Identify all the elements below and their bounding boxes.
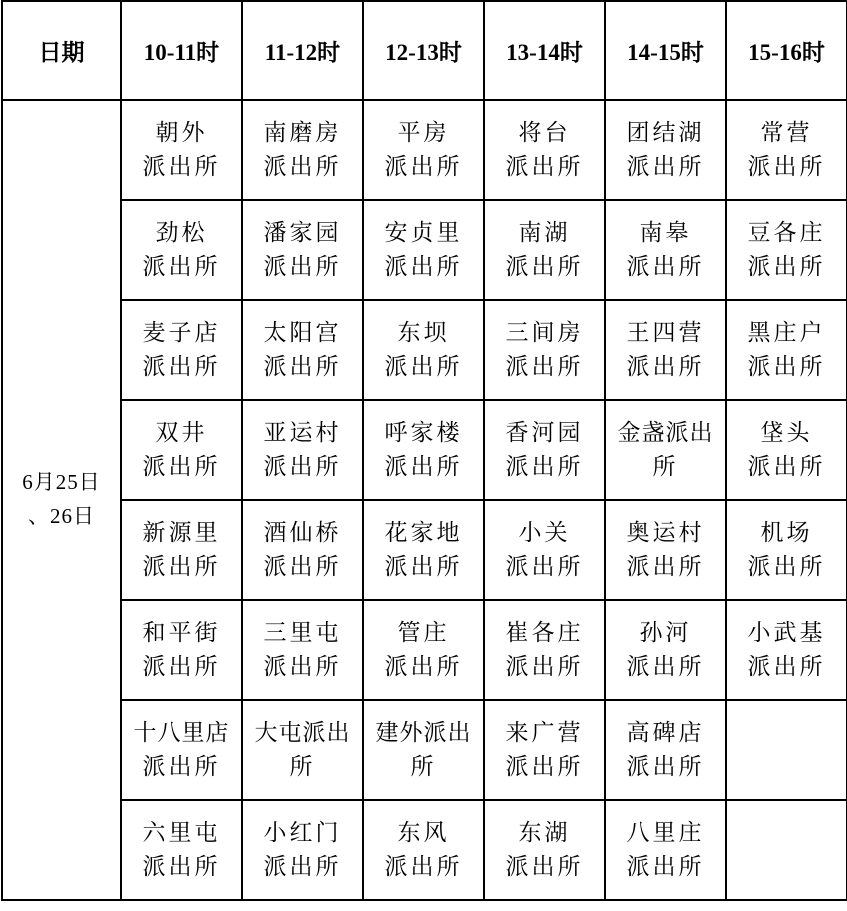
station-name: 崔各庄: [505, 620, 584, 646]
station-cell: [726, 300, 847, 400]
station-name: 建外派出: [375, 720, 472, 746]
station-name: 双井: [155, 420, 208, 446]
station-cell: [605, 500, 726, 600]
header-time-slot: 14-15时: [605, 1, 726, 100]
station-suffix: 派出所: [505, 254, 584, 280]
station-name: 高碑店: [626, 720, 705, 746]
station-suffix: 派出所: [626, 154, 705, 180]
station-name: 大屯派出: [254, 720, 351, 746]
station-cell: [605, 800, 726, 900]
table-row: [2, 400, 847, 500]
station-cell: [484, 600, 605, 700]
station-suffix: 派出所: [505, 154, 584, 180]
station-name: 麦子店: [142, 320, 221, 346]
station-suffix: 派出所: [747, 554, 826, 580]
station-suffix: 派出所: [384, 454, 463, 480]
station-suffix: 派出所: [505, 754, 584, 780]
header-time-slot: 10-11时: [121, 1, 242, 100]
station-suffix: 派出所: [142, 454, 221, 480]
station-cell: [484, 700, 605, 800]
table-row: [2, 700, 847, 800]
station-suffix: 所: [652, 454, 679, 480]
station-suffix: 派出所: [142, 754, 221, 780]
station-cell: [363, 200, 484, 300]
station-suffix: 派出所: [263, 554, 342, 580]
station-name: 东坝: [397, 320, 450, 346]
station-cell: [726, 100, 847, 200]
station-cell: [605, 100, 726, 200]
station-suffix: 派出所: [505, 654, 584, 680]
station-suffix: 派出所: [263, 854, 342, 880]
station-suffix: 所: [289, 754, 316, 780]
station-cell: [484, 300, 605, 400]
station-name: 南磨房: [263, 120, 342, 146]
station-cell: [484, 800, 605, 900]
station-name: 香河园: [505, 420, 584, 446]
station-cell: [605, 600, 726, 700]
station-suffix: 派出所: [505, 354, 584, 380]
station-suffix: 派出所: [142, 854, 221, 880]
station-name: 和平街: [142, 620, 221, 646]
station-cell: [242, 200, 363, 300]
station-suffix: 派出所: [384, 354, 463, 380]
date-line: 、26日: [28, 504, 95, 528]
station-suffix: 派出所: [384, 854, 463, 880]
station-suffix: 派出所: [626, 354, 705, 380]
table-row: [2, 800, 847, 900]
station-cell: [605, 200, 726, 300]
station-suffix: 派出所: [384, 654, 463, 680]
station-name: 南湖: [518, 220, 571, 246]
station-cell: [363, 100, 484, 200]
station-name: 三里屯: [263, 620, 342, 646]
station-cell: [605, 300, 726, 400]
station-cell: [484, 500, 605, 600]
station-cell: [726, 800, 847, 900]
header-row: [2, 1, 847, 100]
station-suffix: 派出所: [142, 354, 221, 380]
station-suffix: 派出所: [263, 254, 342, 280]
station-cell: [121, 400, 242, 500]
station-cell: [121, 600, 242, 700]
table-row: [2, 600, 847, 700]
station-cell: [484, 100, 605, 200]
station-name: 安贞里: [384, 220, 463, 246]
station-cell: [121, 500, 242, 600]
station-name: 酒仙桥: [263, 520, 342, 546]
station-cell: [726, 600, 847, 700]
schedule-body: [2, 100, 847, 900]
station-name: 朝外: [155, 120, 208, 146]
table-row: [2, 100, 847, 200]
station-suffix: 派出所: [142, 654, 221, 680]
station-name: 潘家园: [263, 220, 342, 246]
station-name: 亚运村: [263, 420, 342, 446]
station-cell: [363, 600, 484, 700]
station-suffix: 派出所: [747, 654, 826, 680]
table-row: [2, 200, 847, 300]
station-suffix: 派出所: [142, 254, 221, 280]
station-suffix: 派出所: [626, 254, 705, 280]
station-suffix: 派出所: [626, 854, 705, 880]
station-cell: [242, 500, 363, 600]
station-cell: [363, 800, 484, 900]
station-suffix: 派出所: [505, 554, 584, 580]
station-cell: [726, 200, 847, 300]
station-name: 东湖: [518, 820, 571, 846]
station-suffix: 派出所: [384, 154, 463, 180]
station-suffix: 派出所: [626, 554, 705, 580]
station-suffix: 派出所: [747, 154, 826, 180]
station-suffix: 派出所: [142, 154, 221, 180]
station-name: 垡头: [760, 420, 813, 446]
station-suffix: 派出所: [384, 554, 463, 580]
station-name: 平房: [397, 120, 450, 146]
station-suffix: 派出所: [505, 854, 584, 880]
station-name: 三间房: [505, 320, 584, 346]
station-cell: [121, 100, 242, 200]
station-name: 新源里: [142, 520, 221, 546]
station-name: 小武基: [747, 620, 826, 646]
station-name: 机场: [760, 520, 813, 546]
station-cell: [484, 400, 605, 500]
station-name: 黑庄户: [747, 320, 826, 346]
station-suffix: 派出所: [747, 254, 826, 280]
station-suffix: 派出所: [142, 554, 221, 580]
table-row: [2, 500, 847, 600]
date-cell: [2, 100, 121, 900]
station-cell: [242, 100, 363, 200]
station-name: 八里庄: [626, 820, 705, 846]
station-cell: [726, 700, 847, 800]
station-cell: [121, 800, 242, 900]
station-name: 十八里店: [133, 720, 230, 746]
station-suffix: 派出所: [626, 654, 705, 680]
station-suffix: 派出所: [626, 754, 705, 780]
station-suffix: 派出所: [263, 654, 342, 680]
station-name: 豆各庄: [747, 220, 826, 246]
date-line: 6月25日: [22, 470, 101, 495]
station-cell: [363, 400, 484, 500]
station-suffix: 派出所: [505, 454, 584, 480]
station-name: 管庄: [397, 620, 450, 646]
station-cell: [121, 200, 242, 300]
station-name: 劲松: [155, 220, 208, 246]
station-cell: [363, 700, 484, 800]
station-cell: [242, 300, 363, 400]
station-name: 来广营: [505, 720, 584, 746]
header-time-slot: 11-12时: [242, 1, 363, 100]
station-name: 太阳宫: [263, 320, 342, 346]
station-name: 奥运村: [626, 520, 705, 546]
station-suffix: 派出所: [747, 454, 826, 480]
station-suffix: 派出所: [263, 354, 342, 380]
station-name: 王四营: [626, 320, 705, 346]
station-suffix: 所: [410, 754, 437, 780]
station-name: 花家地: [384, 520, 463, 546]
station-cell: [242, 600, 363, 700]
station-suffix: 派出所: [747, 354, 826, 380]
station-cell: [242, 800, 363, 900]
station-name: 常营: [760, 120, 813, 146]
station-cell: [484, 200, 605, 300]
header-time-slot: 12-13时: [363, 1, 484, 100]
station-cell: [363, 300, 484, 400]
station-cell: [363, 500, 484, 600]
station-cell: [726, 500, 847, 600]
station-suffix: 派出所: [263, 454, 342, 480]
station-cell: [242, 400, 363, 500]
station-name: 东风: [397, 820, 450, 846]
schedule-table: [1, 0, 847, 901]
station-name: 小关: [518, 520, 571, 546]
station-cell: [605, 700, 726, 800]
station-name: 呼家楼: [384, 420, 463, 446]
table-row: [2, 300, 847, 400]
station-name: 孙河: [639, 620, 692, 646]
header-time-slot: 13-14时: [484, 1, 605, 100]
header-date: 日期: [2, 1, 121, 100]
station-name: 小红门: [263, 820, 342, 846]
station-cell: [726, 400, 847, 500]
station-suffix: 派出所: [263, 154, 342, 180]
station-cell: [605, 400, 726, 500]
station-cell: [121, 700, 242, 800]
header-time-slot: 15-16时: [726, 1, 847, 100]
station-name: 团结湖: [626, 120, 705, 146]
station-cell: [121, 300, 242, 400]
station-name: 金盏派出: [617, 420, 714, 446]
station-name: 将台: [518, 120, 571, 146]
station-cell: [242, 700, 363, 800]
station-suffix: 派出所: [384, 254, 463, 280]
station-name: 六里屯: [142, 820, 221, 846]
station-name: 南皋: [639, 220, 692, 246]
